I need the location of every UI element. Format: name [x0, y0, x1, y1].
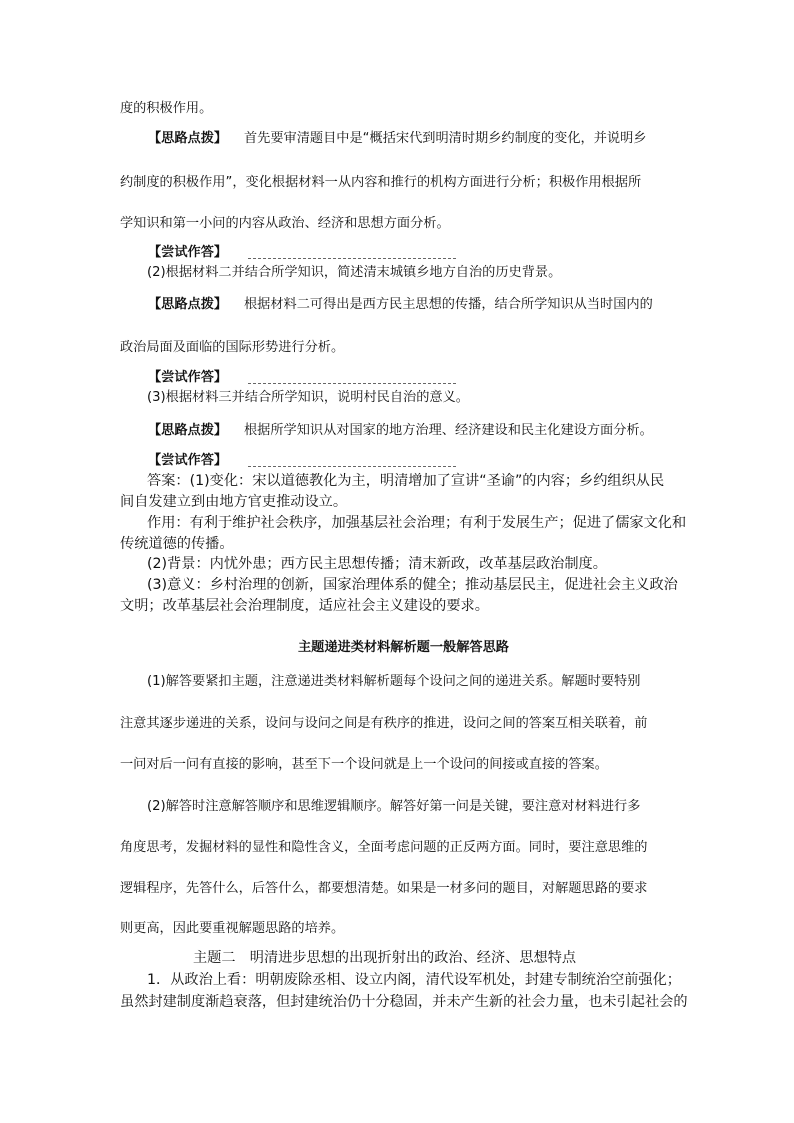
tip-text-2-line-2: 政治局面及面临的国际形势进行分析。 [120, 340, 345, 355]
try-answer-label-2: 【尝试作答】 [148, 370, 228, 385]
answer-blank-line-2 [248, 383, 456, 384]
question-2: (2)根据材料二并结合所学知识，简述清末城镇乡地方自治的历史背景。 [147, 265, 562, 280]
section-title: 主题递进类材料解析题一般解答思路 [298, 640, 509, 655]
answer-blank-line-3 [248, 466, 456, 467]
method-line-3: 一问对后一问有直接的影响，甚至下一个设问就是上一个设问的间接或直接的答案。 [120, 757, 608, 772]
method-line-5: 角度思考，发掘材料的显性和隐性含义，全面考虑问题的正反两方面。同时，要注意思维的 [120, 840, 648, 855]
tip-label-2: 【思路点拨】 [148, 297, 228, 312]
answer-line-3: 作用：有利于维护社会秩序，加强基层社会治理；有利于发展生产；促进了儒家文化和 [147, 515, 687, 531]
topic-2-line-2: 虽然封建制度渐趋衰落，但封建统治仍十分稳固，并未产生新的社会力量，也未引起社会的 [120, 994, 688, 1010]
topic-2-title: 主题二 明清进步思想的出现折射出的政治、经济、思想特点 [193, 950, 577, 966]
method-line-6: 逻辑程序，先答什么，后答什么，都要想清楚。如果是一材多问的题目，对解题思路的要求 [120, 881, 648, 896]
answer-line-1: 答案：(1)变化：宋以道德教化为主，明清增加了宣讲“圣谕”的内容；乡约组织从民 [147, 473, 665, 489]
paragraph-continuation: 度的积极作用。 [120, 101, 213, 116]
answer-line-2: 间自发建立到由地方官吏推动设立。 [120, 494, 348, 510]
topic-2-line-1: 1．从政治上看：明朝废除丞相、设立内阁，清代设军机处，封建专制统治空前强化； [147, 972, 681, 988]
answer-blank-line-1 [248, 258, 456, 259]
tip-label-1: 【思路点拨】 [148, 131, 228, 146]
tip-text-1-line-1: 首先要审清题目中是“概括宋代到明清时期乡约制度的变化，并说明乡 [244, 131, 647, 146]
method-line-1: (1)解答要紧扣主题，注意递进类材料解析题每个设问之间的递进关系。解题时要特别 [147, 674, 641, 689]
question-3: (3)根据材料三并结合所学知识，说明村民自治的意义。 [147, 390, 469, 405]
method-line-7: 则更高，因此要重视解题思路的培养。 [120, 921, 345, 936]
tip-text-1-line-3: 学知识和第一小问的内容从政治、经济和思想方面分析。 [120, 216, 450, 231]
tip-text-1-line-2: 约制度的积极作用”，变化根据材料一从内容和推行的机构方面进行分析；积极作用根据所 [120, 175, 642, 190]
tip-text-2-line-1: 根据材料二可得出是西方民主思想的传播，结合所学知识从当时国内的 [244, 297, 653, 312]
answer-line-5: (2)背景：内忧外患；西方民主思想传播；清末新政，改革基层政治制度。 [147, 556, 607, 572]
try-answer-label-3: 【尝试作答】 [148, 453, 228, 468]
answer-line-4: 传统道德的传播。 [120, 536, 234, 552]
method-line-2: 注意其逐步递进的关系，设问与设问之间是有秩序的推进，设问之间的答案互相关联着，前 [120, 716, 648, 731]
try-answer-label-1: 【尝试作答】 [148, 245, 228, 260]
answer-line-7: 文明；改革基层社会治理制度，适应社会主义建设的要求。 [120, 598, 489, 614]
answer-line-6: (3)意义：乡村治理的创新，国家治理体系的健全；推动基层民主，促进社会主义政治 [147, 577, 678, 593]
tip-label-3: 【思路点拨】 [148, 423, 228, 438]
method-line-4: (2)解答时注意解答顺序和思维逻辑顺序。解答好第一问是关键，要注意对材料进行多 [147, 799, 641, 814]
tip-text-3: 根据所学知识从对国家的地方治理、经济建设和民主化建设方面分析。 [244, 423, 653, 438]
